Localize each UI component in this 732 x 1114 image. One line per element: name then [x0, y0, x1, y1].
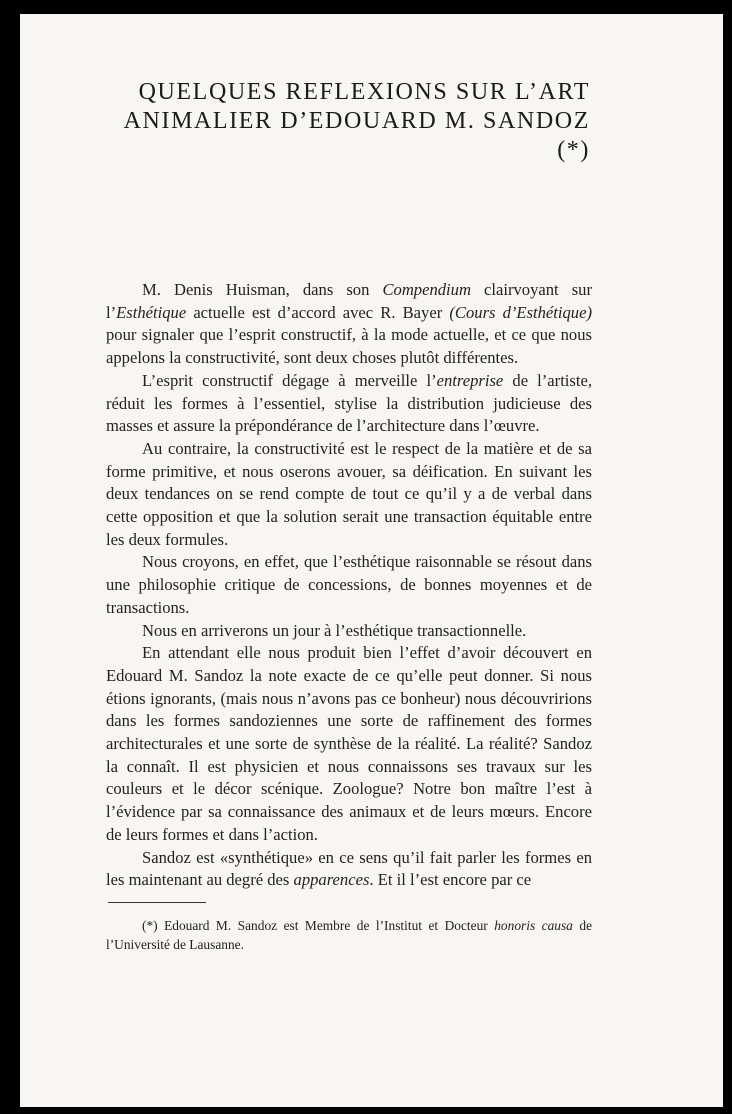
text-run: clairvoyant sur l’ [106, 280, 592, 322]
text-run: de l’artiste, réduit les formes à l’essentiel, stylise la distribution judicieuse des masses et assure la prépondérance de l’architecture dans l’œuvre. [106, 370, 592, 436]
text-run: de l’Université de Lausanne. [106, 918, 593, 952]
body-paragraph [106, 438, 592, 552]
text-run: En attendant elle nous produit bien l’effet d’avoir découvert en Edouard M. Sandoz la note exacte de ce qu’elle peut donner. Si nous étions ignorants, (mais nous n’avons pas ce bonheur) nous découvririons dans les formes sandoziennes une sorte de raffinement des formes architecturales et une sorte de synthèse de la réalité. La réalité? Sandoz la connaît. Il est physicien et nous connaissons ses travaux sur les couleurs et le décor scénique. Zoologue? Notre bon maître l’est à l’évidence par sa connaissance des animaux et de leurs mœurs. Encore de leurs formes et dans l’action. [106, 643, 592, 844]
italic-text-run: Esthétique [116, 302, 187, 322]
text-run: Nous croyons, en effet, que l’esthétique raisonnable se résout dans une philosophie critique de concessions, de bonnes moyennes et de transactions. [106, 552, 592, 617]
document-page [20, 14, 723, 1107]
body-paragraph [106, 847, 592, 892]
italic-text-run: apparences [293, 870, 370, 890]
italic-text-run: Compendium [382, 280, 471, 299]
article-body [106, 279, 592, 892]
text-run: (*) Edouard M. Sandoz est Membre de l’Institut et Docteur [142, 918, 495, 933]
footnote-divider [108, 902, 206, 903]
article-title [90, 78, 590, 165]
body-paragraph [106, 370, 592, 438]
text-run: Au contraire, la constructivité est le respect de la matière et de sa forme primitive, et nous oserons avouer, sa déification. En suivant les deux tendances on se rend compte de tout ce qu’il y a de verbal dans cette opposition et que la solution serait une transaction équitable entre les deux formules. [106, 438, 592, 549]
title-line-2: ANIMALIER D’EDOUARD M. SANDOZ (*) [123, 108, 590, 163]
text-run: Sandoz est «synthétique» en ce sens qu’il fait parler les formes en les maintenant au degré des [106, 847, 592, 890]
body-paragraph [106, 642, 592, 846]
text-run: actuelle est d’accord avec R. Bayer [186, 302, 450, 322]
body-paragraph [106, 620, 592, 643]
italic-text-run: (Cours d’Esthétique) [449, 302, 592, 322]
text-run: pour signaler que l’esprit constructif, à la mode actuelle, et ce que nous appelons la constructivité, sont deux choses plutôt différentes. [106, 325, 592, 368]
text-run: L’esprit constructif dégage à merveille l’ [142, 370, 437, 390]
text-run: M. Denis Huisman, dans son [142, 280, 383, 299]
body-paragraph [106, 279, 592, 370]
italic-text-run: honoris causa [494, 918, 573, 933]
text-run: . Et il l’est encore par ce [369, 870, 532, 890]
italic-text-run: entreprise [436, 370, 504, 390]
title-line-1: QUELQUES REFLEXIONS SUR L’ART [138, 79, 590, 105]
text-run: Nous en arriverons un jour à l’esthétique transactionnelle. [142, 620, 527, 640]
footnote [106, 916, 592, 954]
body-paragraph [106, 551, 592, 619]
